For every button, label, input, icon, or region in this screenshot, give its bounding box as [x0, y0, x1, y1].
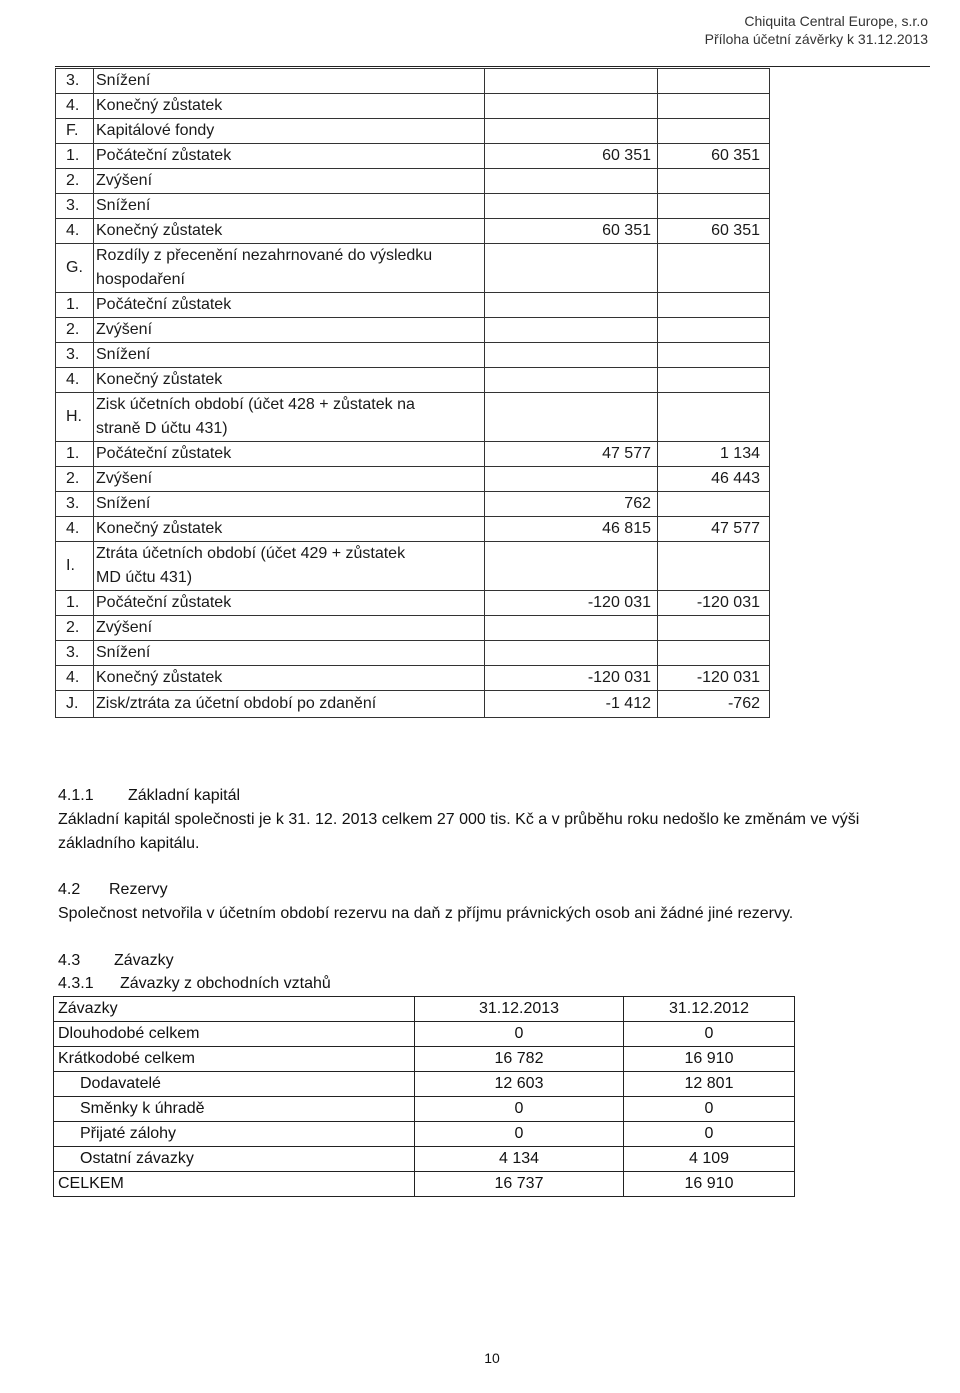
row-text: Kapitálové fondy [94, 119, 485, 144]
row-text: Zisk účetních období (účet 428 + zůstatek na straně D účtu 431) [94, 393, 485, 442]
value-2013 [485, 616, 658, 641]
section-title: Základní kapitál [128, 787, 241, 804]
value-2013: 60 351 [485, 219, 658, 244]
row-text: Počáteční zůstatek [94, 293, 485, 318]
equity-row [56, 616, 770, 641]
value-2012 [658, 169, 770, 194]
row-label: H. [56, 393, 94, 442]
row-label: 3. [56, 69, 94, 94]
value-2013: 60 351 [485, 144, 658, 169]
document-subtitle: Příloha účetní závěrky k 31.12.2013 [704, 31, 928, 47]
section-4-3-1-heading [58, 972, 331, 996]
value-2012: 4 109 [624, 1147, 795, 1172]
value-2012 [658, 393, 770, 442]
liability-label: CELKEM [54, 1172, 415, 1197]
value-2013 [485, 343, 658, 368]
equity-row [56, 293, 770, 318]
row-text: Zvýšení [94, 318, 485, 343]
row-label: J. [56, 691, 94, 718]
page-number: 10 [484, 1350, 500, 1366]
value-2012 [658, 119, 770, 144]
value-2012 [658, 616, 770, 641]
row-text: Počáteční zůstatek [94, 442, 485, 467]
row-label: 3. [56, 194, 94, 219]
equity-row [56, 368, 770, 393]
equity-row [56, 591, 770, 616]
section-4-3-heading [58, 949, 174, 973]
row-label: 3. [56, 492, 94, 517]
value-2013 [485, 641, 658, 666]
value-2013: 0 [415, 1022, 624, 1047]
value-2013: 12 603 [415, 1072, 624, 1097]
section-number: 4.2 [58, 881, 81, 898]
row-label: I. [56, 542, 94, 591]
row-label: 4. [56, 517, 94, 542]
row-text: Konečný zůstatek [94, 219, 485, 244]
liability-label: Směnky k úhradě [54, 1097, 415, 1122]
value-2013 [485, 542, 658, 591]
row-label: G. [56, 244, 94, 293]
value-2013: 4 134 [415, 1147, 624, 1172]
section-number: 4.3.1 [58, 975, 94, 992]
row-text: Počáteční zůstatek [94, 591, 485, 616]
row-label: 4. [56, 219, 94, 244]
row-label: 1. [56, 442, 94, 467]
value-2013: 0 [415, 1097, 624, 1122]
row-label: 4. [56, 368, 94, 393]
row-label: F. [56, 119, 94, 144]
value-2013 [485, 69, 658, 94]
liability-label: Dlouhodobé celkem [54, 1022, 415, 1047]
row-text: Zisk/ztráta za účetní období po zdanění [94, 691, 485, 718]
liabilities-row [54, 1022, 795, 1047]
row-text: Snížení [94, 641, 485, 666]
header-divider [55, 66, 930, 67]
equity-row [56, 492, 770, 517]
row-label: 2. [56, 318, 94, 343]
section-title: Závazky z obchodních vztahů [120, 975, 331, 992]
value-2013: 47 577 [485, 442, 658, 467]
row-text: Zvýšení [94, 467, 485, 492]
liability-label: Dodavatelé [54, 1072, 415, 1097]
equity-row [56, 194, 770, 219]
value-2013: 16 737 [415, 1172, 624, 1197]
equity-row [56, 94, 770, 119]
value-2013 [485, 318, 658, 343]
equity-row [56, 219, 770, 244]
liabilities-table [53, 996, 795, 1197]
value-2012 [658, 69, 770, 94]
row-label: 3. [56, 641, 94, 666]
row-text: Zvýšení [94, 616, 485, 641]
row-label: 4. [56, 94, 94, 119]
row-text: Konečný zůstatek [94, 94, 485, 119]
row-text: Snížení [94, 69, 485, 94]
row-label: 2. [56, 169, 94, 194]
column-header: Závazky [54, 997, 415, 1022]
page-header [705, 12, 928, 48]
value-2012 [658, 94, 770, 119]
liabilities-row [54, 1122, 795, 1147]
equity-row [56, 641, 770, 666]
liabilities-row [54, 1147, 795, 1172]
value-2013 [485, 244, 658, 293]
equity-row [56, 343, 770, 368]
value-2012 [658, 293, 770, 318]
value-2012 [658, 492, 770, 517]
value-2012: 46 443 [658, 467, 770, 492]
liability-label: Krátkodobé celkem [54, 1047, 415, 1072]
value-2012: 0 [624, 1022, 795, 1047]
column-header: 31.12.2013 [415, 997, 624, 1022]
equity-row [56, 393, 770, 442]
row-text: Konečný zůstatek [94, 368, 485, 393]
row-text: Zvýšení [94, 169, 485, 194]
equity-row [56, 119, 770, 144]
value-2013: -120 031 [485, 666, 658, 691]
equity-row [56, 666, 770, 691]
row-label: 3. [56, 343, 94, 368]
value-2012: 12 801 [624, 1072, 795, 1097]
value-2012 [658, 368, 770, 393]
equity-row [56, 542, 770, 591]
liabilities-row [54, 1097, 795, 1122]
row-text: Ztráta účetních období (účet 429 + zůstatek MD účtu 431) [94, 542, 485, 591]
value-2012: 16 910 [624, 1172, 795, 1197]
equity-row [56, 691, 770, 718]
row-label: 1. [56, 144, 94, 169]
section-title: Závazky [114, 952, 174, 969]
value-2012: -120 031 [658, 666, 770, 691]
section-number: 4.1.1 [58, 787, 94, 804]
value-2012: 16 910 [624, 1047, 795, 1072]
liabilities-header-row [54, 997, 795, 1022]
value-2012: 60 351 [658, 219, 770, 244]
liability-label: Ostatní závazky [54, 1147, 415, 1172]
row-label: 1. [56, 591, 94, 616]
liability-label: Přijaté zálohy [54, 1122, 415, 1147]
value-2012 [658, 194, 770, 219]
section-4-1-1-heading [58, 784, 240, 808]
row-text: Snížení [94, 492, 485, 517]
row-label: 4. [56, 666, 94, 691]
value-2013: 16 782 [415, 1047, 624, 1072]
value-2013 [485, 94, 658, 119]
value-2012: 60 351 [658, 144, 770, 169]
row-text: Rozdíly z přecenění nezahrnované do výsledku hospodaření [94, 244, 485, 293]
equity-row [56, 244, 770, 293]
value-2013 [485, 368, 658, 393]
equity-table [55, 68, 770, 718]
column-header: 31.12.2012 [624, 997, 795, 1022]
value-2013 [485, 169, 658, 194]
equity-row [56, 318, 770, 343]
company-name: Chiquita Central Europe, s.r.o [744, 13, 928, 29]
equity-row [56, 442, 770, 467]
equity-row [56, 144, 770, 169]
section-4-2-text: Společnost netvořila v účetním období rezervu na daň z příjmu právnických osob ani žádné jiné rezervy. [58, 905, 794, 922]
row-label: 2. [56, 616, 94, 641]
section-number: 4.3 [58, 952, 81, 969]
value-2013: 46 815 [485, 517, 658, 542]
value-2012 [658, 318, 770, 343]
value-2013 [485, 467, 658, 492]
row-text: Počáteční zůstatek [94, 144, 485, 169]
row-text: Snížení [94, 343, 485, 368]
value-2013 [485, 293, 658, 318]
row-text: Konečný zůstatek [94, 517, 485, 542]
value-2012: 0 [624, 1122, 795, 1147]
section-title: Rezervy [109, 881, 168, 898]
equity-row [56, 69, 770, 94]
value-2012: 1 134 [658, 442, 770, 467]
value-2013 [485, 194, 658, 219]
value-2012 [658, 641, 770, 666]
equity-row [56, 467, 770, 492]
value-2012 [658, 542, 770, 591]
row-text: Konečný zůstatek [94, 666, 485, 691]
liabilities-row [54, 1072, 795, 1097]
value-2012: -762 [658, 691, 770, 718]
value-2012: 47 577 [658, 517, 770, 542]
value-2013: 0 [415, 1122, 624, 1147]
section-4-1-1-text: Základní kapitál společnosti je k 31. 12. 2013 celkem 27 000 tis. Kč a v průběhu roku nedošlo ke změnám ve výši základního kapitálu. [58, 811, 860, 852]
row-label: 1. [56, 293, 94, 318]
row-text: Snížení [94, 194, 485, 219]
liabilities-row [54, 1172, 795, 1197]
value-2012 [658, 343, 770, 368]
row-label: 2. [56, 467, 94, 492]
liabilities-row [54, 1047, 795, 1072]
value-2013: -120 031 [485, 591, 658, 616]
equity-row [56, 517, 770, 542]
section-4-2-heading [58, 878, 168, 902]
value-2012: 0 [624, 1097, 795, 1122]
equity-row [56, 169, 770, 194]
value-2012 [658, 244, 770, 293]
value-2012: -120 031 [658, 591, 770, 616]
value-2013 [485, 393, 658, 442]
value-2013: -1 412 [485, 691, 658, 718]
value-2013: 762 [485, 492, 658, 517]
value-2013 [485, 119, 658, 144]
